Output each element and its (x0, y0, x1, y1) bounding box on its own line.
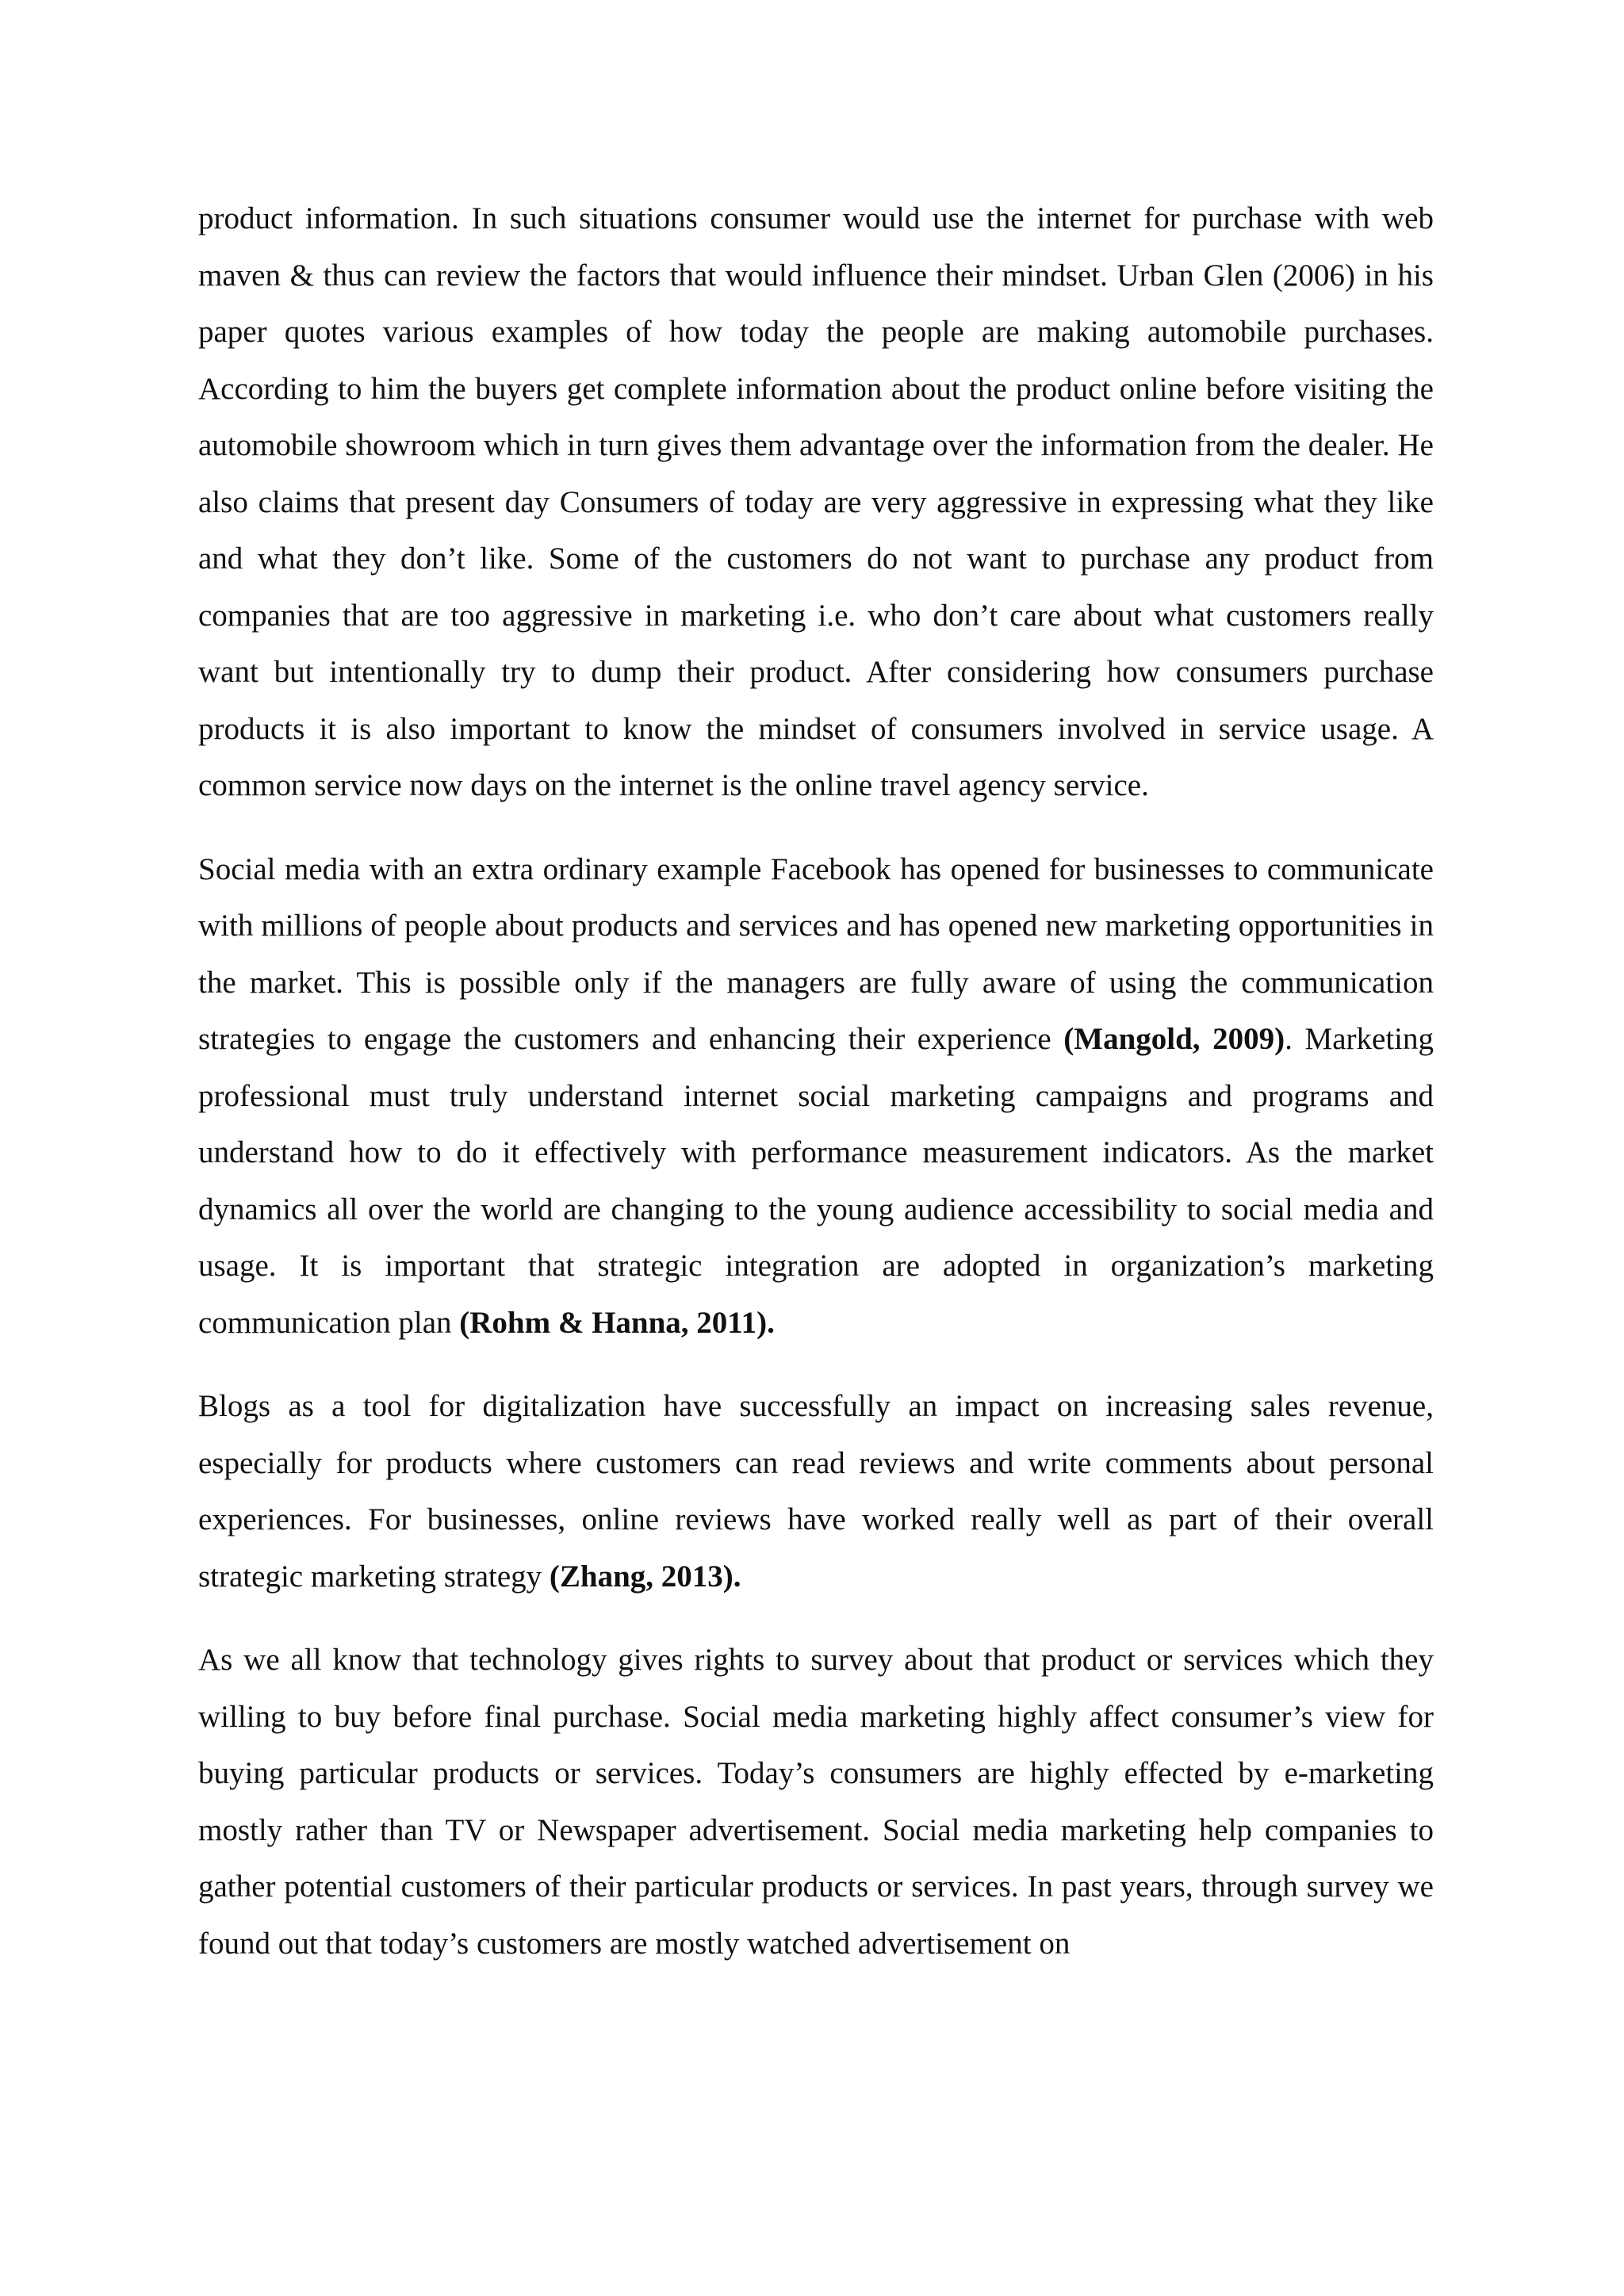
paragraph-blogs (198, 1378, 1434, 1605)
citation-mangold: (Mangold, 2009) (1063, 1022, 1285, 1056)
paragraph-text: product information. In such situations consumer would use the internet for purchase with web maven & thus can review the factors that would influence their mindset. Urban Glen (2006) in his paper quotes various examples of how today the people are making automobile purchases. According to him the buyers get complete information about the product online before visiting the automobile showroom which in turn gives them advantage over the information from the dealer. He also claims that present day Consumers of today are very aggressive in expressing what they like and what they don’t like. Some of the customers do not want to purchase any product from companies that are too aggressive in marketing i.e. who don’t care about what customers really want but intentionally try to dump their product. After considering how consumers purchase products it is also important to know the mindset of consumers involved in service usage. A common service now days on the internet is the online travel agency service. (198, 201, 1434, 802)
paragraph-text: Blogs as a tool for digitalization have successfully an impact on increasing sales revenue, especially for products where customers can read reviews and write comments about personal experiences. For businesses, online reviews have worked really well as part of their overall strategic marketing strategy (198, 1389, 1434, 1594)
paragraph-text: As we all know that technology gives rights to survey about that product or services which they willing to buy before final purchase. Social media marketing highly affect consumer’s view for buying particular products or services. Today’s consumers are highly effected by e-marketing mostly rather than TV or Newspaper advertisement. Social media marketing help companies to gather potential customers of their particular products or services. In past years, through survey we found out that today’s customers are mostly watched advertisement on (198, 1643, 1434, 1961)
citation-zhang: (Zhang, 2013). (549, 1559, 741, 1594)
paragraph-text: Social media with an extra ordinary example Facebook has opened for businesses to communicate with millions of people about products and services and has opened new marketing opportunities in the market. This is possible only if the managers are fully aware of using the communication strategies to engage the customers and enhancing their experience (198, 851, 1434, 1056)
paragraph-consumer-mindset (198, 190, 1434, 814)
paragraph-social-media-facebook (198, 841, 1434, 1352)
citation-rohm-hanna: (Rohm & Hanna, 2011). (459, 1305, 775, 1340)
paragraph-technology-survey (198, 1632, 1434, 1972)
paragraph-text: . Marketing professional must truly understand internet social marketing campaigns and programs and understand how to do it effectively with performance measurement indicators. As the market dynamics all over the world are changing to the young audience accessibility to social media and usage. It is important that strategic integration are adopted in organization’s marketing communication plan (198, 1022, 1434, 1340)
document-body (198, 190, 1434, 1999)
